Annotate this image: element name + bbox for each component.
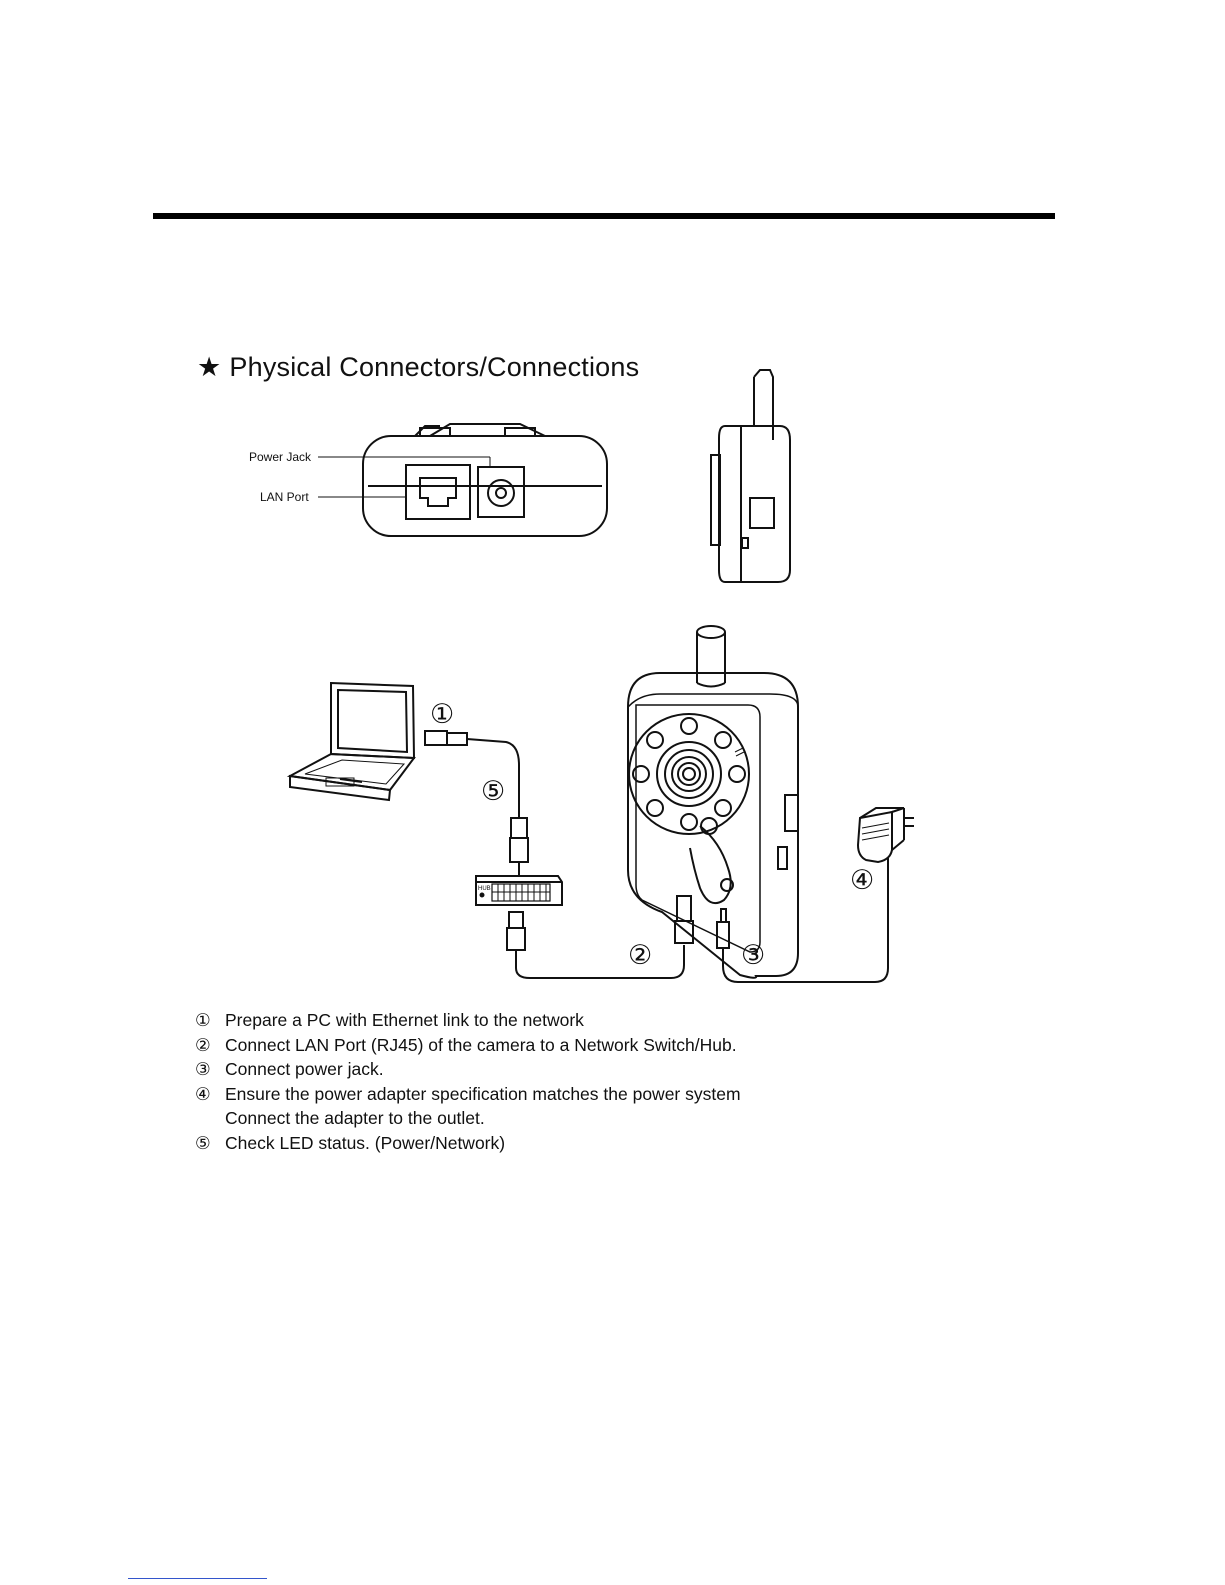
step-item: ⑤ Check LED status. (Power/Network) (195, 1132, 506, 1153)
callout-1: ① (430, 699, 455, 729)
star-icon: ★ (197, 352, 222, 382)
step-item-continuation: Connect the adapter to the outlet. (225, 1108, 485, 1129)
lan-port-icon (406, 465, 470, 519)
callout-3: ③ (741, 940, 766, 970)
callout-4: ④ (850, 865, 875, 895)
section-title-text: Physical Connectors/Connections (229, 352, 640, 382)
callout-5: ⑤ (481, 776, 506, 806)
hub-label: HUB (478, 886, 491, 892)
power-jack-icon (478, 467, 524, 517)
power-jack-label: Power Jack (249, 450, 312, 464)
footer-link-underline (128, 1578, 267, 1579)
pc-network-cable (425, 731, 528, 875)
step-item: ④ Ensure the power adapter specification matches the power system (195, 1083, 741, 1104)
camera-side-view (711, 370, 790, 582)
camera-front-view (628, 626, 798, 978)
camera-network-cable (507, 896, 693, 978)
connection-steps (195, 1008, 741, 1156)
step-item: ① Prepare a PC with Ethernet link to the network (195, 1010, 584, 1030)
lan-port-label: LAN Port (260, 490, 309, 504)
camera-bottom-view (318, 424, 607, 536)
ir-led-ring (629, 714, 749, 834)
antenna-icon (697, 626, 725, 687)
power-adapter-icon (858, 808, 914, 862)
laptop-icon (290, 683, 414, 800)
step-item: ② Connect LAN Port (RJ45) of the camera to a Network Switch/Hub. (195, 1034, 737, 1055)
step-item: ③ Connect power jack. (195, 1059, 384, 1080)
callout-2: ② (628, 940, 653, 970)
